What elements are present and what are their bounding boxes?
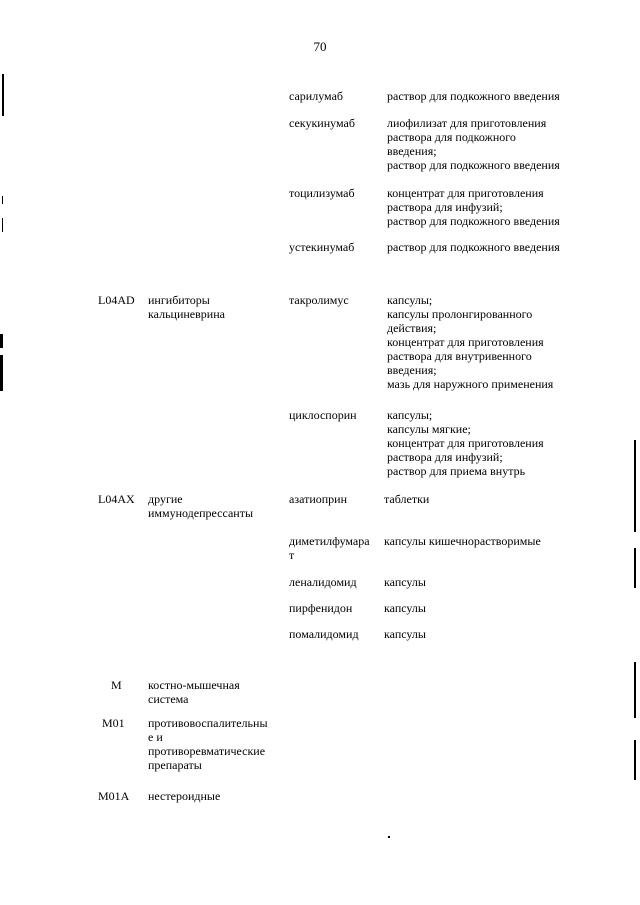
drug-name: леналидомид (289, 575, 357, 589)
atc-code: M01A (98, 789, 130, 803)
drug-name: тоцилизумаб (289, 186, 355, 200)
drug-name: сарилумаб (289, 89, 343, 103)
left-scan-mark (0, 334, 3, 348)
dosage-forms: капсулы (384, 627, 426, 641)
atc-code: L04AX (98, 492, 135, 506)
atc-code: L04AD (98, 293, 135, 307)
drug-name: помалидомид (289, 627, 359, 641)
left-scan-mark (0, 355, 3, 391)
right-scan-mark (634, 548, 636, 588)
drug-name: азатиоприн (289, 492, 348, 506)
atc-code: M (111, 678, 122, 692)
right-scan-mark (634, 662, 636, 718)
dosage-forms: раствор для подкожного введения (387, 89, 560, 103)
drug-name: устекинумаб (289, 240, 355, 254)
drug-name: такролимус (289, 293, 349, 307)
dosage-forms: лиофилизат для приготовления раствора для подкожного введения; раствор для подкожного введения (387, 116, 560, 172)
dosage-forms: капсулы; капсулы мягкие; концентрат для приготовления раствора для инфузий; раствор для приема внутрь (387, 408, 544, 478)
left-scan-mark (2, 74, 4, 116)
page-number: 70 (313, 39, 327, 54)
right-scan-mark (634, 740, 636, 780)
group-name: другие иммунодепрессанты (148, 492, 254, 520)
atc-code: M01 (102, 716, 125, 730)
left-scan-dot (2, 196, 3, 204)
drug-name: диметилфумара т (289, 534, 370, 562)
drug-name: пирфенидон (289, 601, 353, 615)
dosage-forms: таблетки (384, 492, 430, 506)
dosage-forms: раствор для подкожного введения (387, 240, 560, 254)
dosage-forms: капсулы; капсулы пролонгированного действия; концентрат для приготовления раствора для внутривенного введения; мазь для наружного применения (387, 293, 554, 391)
group-name: костно-мышечная система (148, 678, 240, 706)
dosage-forms: капсулы кишечнорастворимые (384, 534, 541, 548)
group-name: нестероидные (148, 789, 221, 803)
drug-name: циклоспорин (289, 408, 357, 422)
speck (388, 836, 390, 838)
dosage-forms: концентрат для приготовления раствора для инфузий; раствор для подкожного введения (387, 186, 560, 228)
left-scan-dot (2, 218, 3, 232)
group-name: противовоспалительны е и противоревматические препараты (148, 716, 268, 772)
drug-name: секукинумаб (289, 116, 355, 130)
dosage-forms: капсулы (384, 575, 426, 589)
group-name: ингибиторы кальциневрина (148, 293, 225, 321)
right-scan-mark (634, 440, 636, 532)
dosage-forms: капсулы (384, 601, 426, 615)
